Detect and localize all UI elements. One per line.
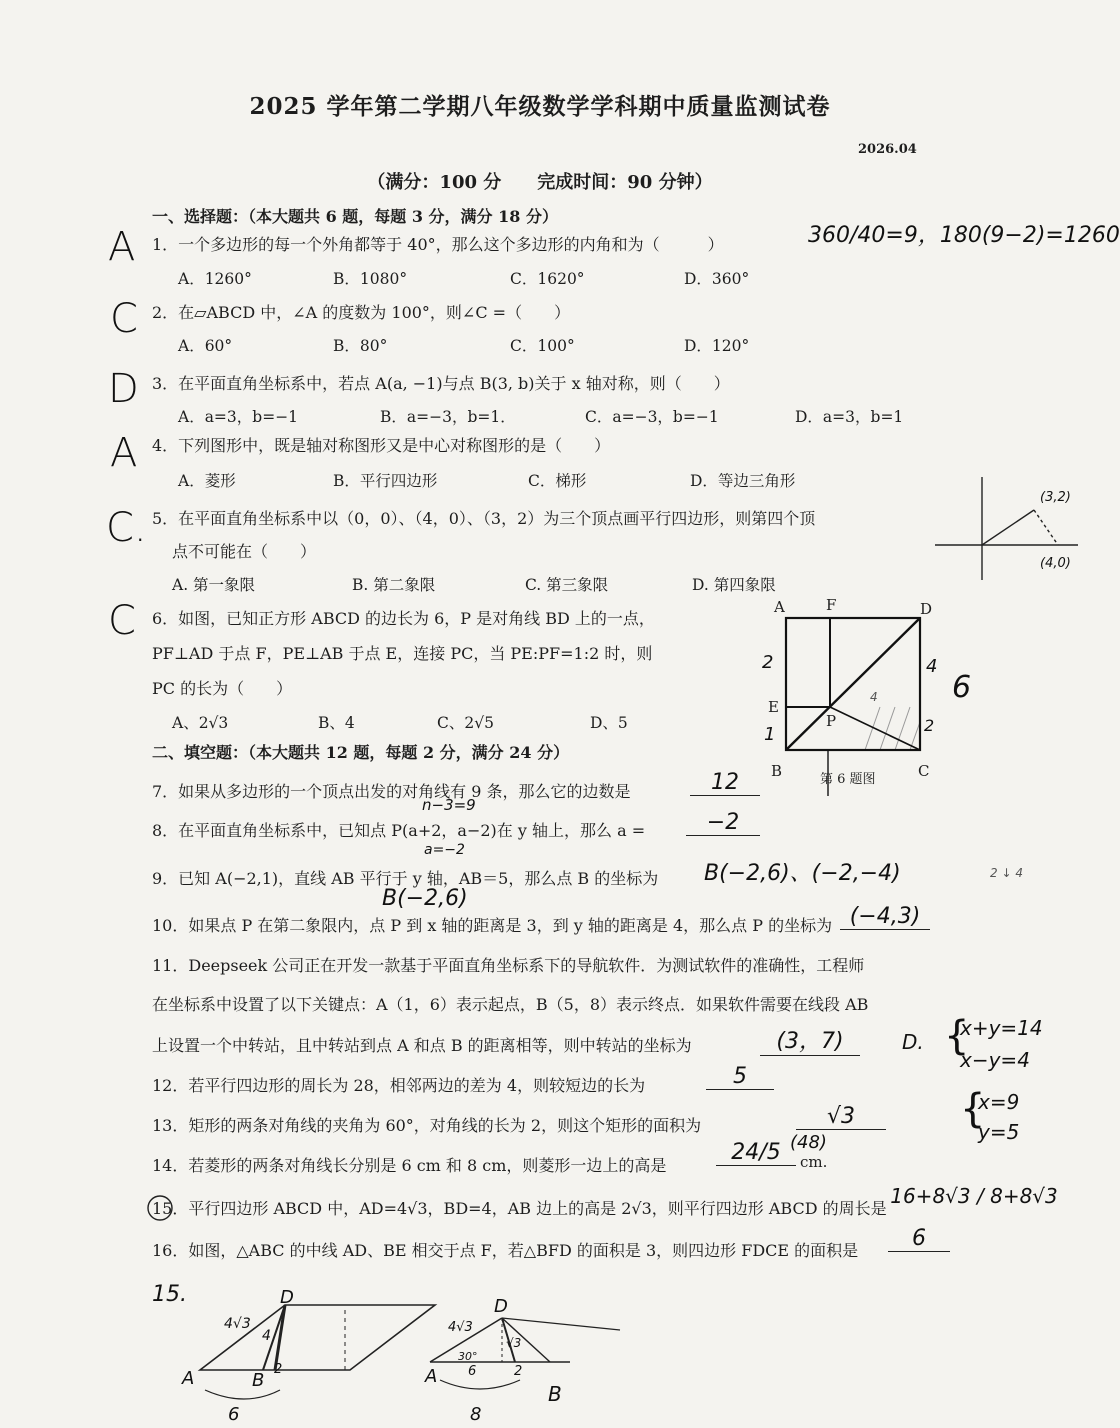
q16-answer: 6: [888, 1226, 950, 1252]
q8-note: a=−2: [424, 842, 465, 858]
q15-sketch-right: [420, 1290, 660, 1420]
q15-left-label-d: D: [280, 1287, 294, 1308]
q15-circle-mark: [145, 1193, 175, 1223]
fig6-caption: 第 6 题图: [820, 772, 876, 787]
q15-right-label-a: A: [425, 1366, 438, 1387]
q5-stem-line2: 点不可能在（ ）: [172, 542, 317, 561]
q15-right-label-2: 2: [514, 1364, 523, 1379]
section1-heading: 一、选择题：（本大题共 6 题，每题 3 分，满分 18 分）: [152, 207, 558, 226]
q9-note: B(−2,6): [382, 886, 468, 911]
q12-stem: 12．若平行四边形的周长为 28，相邻两边的差为 4，则较短边的长为: [152, 1076, 646, 1095]
q2-handwritten-answer: C: [110, 296, 138, 342]
q15-left-label-2: 2: [274, 1362, 283, 1377]
q14-note: (48): [790, 1132, 827, 1153]
q6-stem-line2: PF⊥AD 于点 F，PE⊥AB 于点 E，连接 PC，当 PE:PF=1:2 时，则: [152, 644, 653, 663]
q11-stem-line3: 上设置一个中转站，且中转站到点 A 和点 B 的距离相等，则中转站的坐标为: [152, 1036, 692, 1055]
q15-left-label-6: 6: [228, 1404, 240, 1425]
q1-option-a: A．1260°: [178, 270, 252, 288]
q11-answer: (3，7): [760, 1024, 860, 1056]
fig6-label-p: P: [826, 712, 837, 730]
q15-answer: 16+8√3 / 8+8√3: [890, 1184, 1058, 1208]
fig6-note-3: 1: [764, 724, 776, 745]
q12-brace-1: {: [944, 1013, 970, 1059]
q9-stem: 9．已知 A(−2,1)，直线 AB 平行于 y 轴，AB＝5，那么点 B 的坐标为: [152, 869, 659, 888]
q5-option-d: D. 第四象限: [692, 576, 776, 594]
q14-unit: cm.: [800, 1153, 828, 1171]
q5-option-a: A. 第一象限: [172, 576, 256, 594]
q15-right-label-b: B: [548, 1382, 562, 1406]
q1-option-b: B．1080°: [333, 270, 408, 288]
section2-heading: 二、填空题：（本大题共 12 题，每题 2 分，满分 24 分）: [152, 743, 570, 762]
q1-stem: 1．一个多边形的每一个外角都等于 40°，那么这个多边形的内角和为（ ）: [152, 235, 724, 254]
q1-option-c: C．1620°: [510, 270, 585, 288]
fig6-label-e: E: [768, 698, 779, 716]
q5-point-label-2: (4,0): [1040, 556, 1071, 571]
q2-option-b: B．80°: [333, 337, 388, 355]
exam-date: 2026.04: [858, 142, 917, 157]
q12-eq-3: x=9: [978, 1090, 1020, 1114]
fig6-label-b: B: [771, 762, 783, 780]
q15-stem: 15．平行四边形 ABCD 中，AD=4√3，BD=4，AB 边上的高是 2√3，则平行四边形 ABCD 的周长是: [152, 1199, 887, 1218]
q7-stem: 7．如果从多边形的一个顶点出发的对角线有 9 条，那么它的边数是: [152, 782, 631, 801]
q5-stem: 5．在平面直角坐标系中以（0，0）、（4，0）、（3，2）为三个顶点画平行四边形，则第四个顶: [152, 509, 816, 528]
q6-option-c: C、2√5: [437, 714, 494, 732]
q2-stem: 2．在▱ABCD 中，∠A 的度数为 100°，则∠C =（ ）: [152, 303, 571, 322]
q10-stem: 10．如果点 P 在第二象限内，点 P 到 x 轴的距离是 3，到 y 轴的距离是 4，那么点 P 的坐标为: [152, 916, 833, 935]
q6-option-d: D、5: [590, 714, 628, 732]
fig6-label-a: A: [774, 598, 785, 616]
q5-handwritten-answer: C.: [106, 505, 147, 551]
q4-option-b: B．平行四边形: [333, 472, 438, 490]
q7-note: n−3=9: [422, 796, 476, 814]
q14-answer: 24/5: [716, 1140, 796, 1166]
q6-stem-line3: PC 的长为（ ）: [152, 679, 293, 698]
fig6-note-5: 4: [870, 690, 878, 704]
q6-handwritten-answer: C: [108, 598, 136, 644]
q4-option-c: C．梯形: [528, 472, 587, 490]
q3-option-a: A．a=3，b=−1: [178, 408, 299, 426]
exam-title: 2025 学年第二学期八年级数学学科期中质量监测试卷: [249, 93, 831, 120]
q15-right-label-d: D: [494, 1296, 508, 1317]
q4-option-d: D．等边三角形: [690, 472, 796, 490]
q15-left-label-4: 4: [262, 1328, 271, 1344]
q5-option-b: B. 第二象限: [352, 576, 436, 594]
q15-right-label-6: 6: [468, 1364, 477, 1379]
q8-stem: 8．在平面直角坐标系中，已知点 P(a+2，a−2)在 y 轴上，那么 a =: [152, 821, 646, 840]
q12-eq-2: x−y=4: [960, 1048, 1030, 1072]
q9-margin-mark: 2 ↓ 4: [990, 866, 1023, 880]
q15-sketch-left: [185, 1290, 455, 1420]
q2-option-d: D．120°: [684, 337, 750, 355]
q15-left-label-b: B: [252, 1370, 265, 1391]
q13-stem: 13．矩形的两条对角线的夹角为 60°，对角线的长为 2，则这个矩形的面积为: [152, 1116, 702, 1135]
q2-option-c: C．100°: [510, 337, 575, 355]
q6-margin-note: 6: [952, 670, 972, 705]
q4-handwritten-answer: A: [110, 430, 138, 476]
q8-answer: −2: [686, 810, 760, 836]
q6-option-a: A、2√3: [172, 714, 229, 732]
q16-stem: 16．如图，△ABC 的中线 AD、BE 相交于点 F，若△BFD 的面积是 3，则四边形 FDCE 的面积是: [152, 1241, 859, 1260]
fig6-label-f: F: [826, 596, 837, 614]
q15-left-label-a: A: [182, 1368, 195, 1389]
q3-handwritten-answer: D: [108, 366, 139, 412]
q5-option-c: C. 第三象限: [525, 576, 609, 594]
q7-answer: 12: [690, 770, 760, 796]
q12-margin-prefix: D.: [902, 1030, 924, 1054]
fig6-note-2: 4: [926, 656, 938, 677]
q11-stem: 11．Deepseek 公司正在开发一款基于平面直角坐标系下的导航软件．为测试软件的准确性，工程师: [152, 956, 865, 975]
q5-point-label-1: (3,2): [1040, 490, 1071, 505]
q12-brace-2: {: [960, 1086, 986, 1132]
fig6-note-4: 2: [924, 716, 935, 735]
q9-answer: B(−2,6)、(−2,−4): [704, 861, 901, 886]
q6-stem: 6．如图，已知正方形 ABCD 的边长为 6，P 是对角线 BD 上的一点，: [152, 609, 655, 628]
fig6-note-1: 2: [762, 652, 774, 673]
q1-option-d: D．360°: [684, 270, 750, 288]
q15-right-label-4r3: 4√3: [448, 1320, 473, 1335]
q11-stem-line2: 在坐标系中设置了以下关键点：A（1，6）表示起点，B（5，8）表示终点．如果软件需要在线段 AB: [152, 995, 869, 1014]
fig6-label-c: C: [918, 762, 930, 780]
q15-left-label-4r3: 4√3: [224, 1316, 251, 1332]
q15-right-label-30: 30°: [458, 1350, 478, 1363]
q4-option-a: A．菱形: [178, 472, 236, 490]
q1-handwritten-answer: A: [108, 224, 136, 270]
q6-option-b: B、4: [318, 714, 355, 732]
q3-option-c: C．a=−3，b=−1: [585, 408, 719, 426]
q4-stem: 4．下列图形中，既是轴对称图形又是中心对称图形的是（ ）: [152, 436, 611, 455]
q12-eq-1: x+y=14: [960, 1016, 1043, 1040]
q1-calc-note: 360/40=9，180(9−2)=1260: [808, 223, 1120, 248]
q15-right-label-8: 8: [470, 1404, 482, 1425]
q14-stem: 14．若菱形的两条对角线长分别是 6 cm 和 8 cm，则菱形一边上的高是: [152, 1156, 667, 1175]
q3-option-b: B．a=−3，b=1．: [380, 408, 516, 426]
fig6-label-d: D: [920, 600, 933, 618]
q12-eq-4: y=5: [978, 1120, 1020, 1144]
q15-sketch-label: 15.: [152, 1282, 187, 1307]
q13-answer: √3: [796, 1104, 886, 1130]
q3-option-d: D．a=3，b=1: [795, 408, 904, 426]
q10-answer: (−4,3): [840, 904, 930, 930]
q12-answer: 5: [706, 1064, 774, 1090]
exam-meta: （满分：100 分 完成时间：90 分钟）: [367, 172, 713, 193]
q2-option-a: A．60°: [178, 337, 233, 355]
q15-right-label-r3: √3: [506, 1336, 522, 1350]
q3-stem: 3．在平面直角坐标系中，若点 A(a, −1)与点 B(3, b)关于 x 轴对称，则（ ）: [152, 374, 730, 393]
